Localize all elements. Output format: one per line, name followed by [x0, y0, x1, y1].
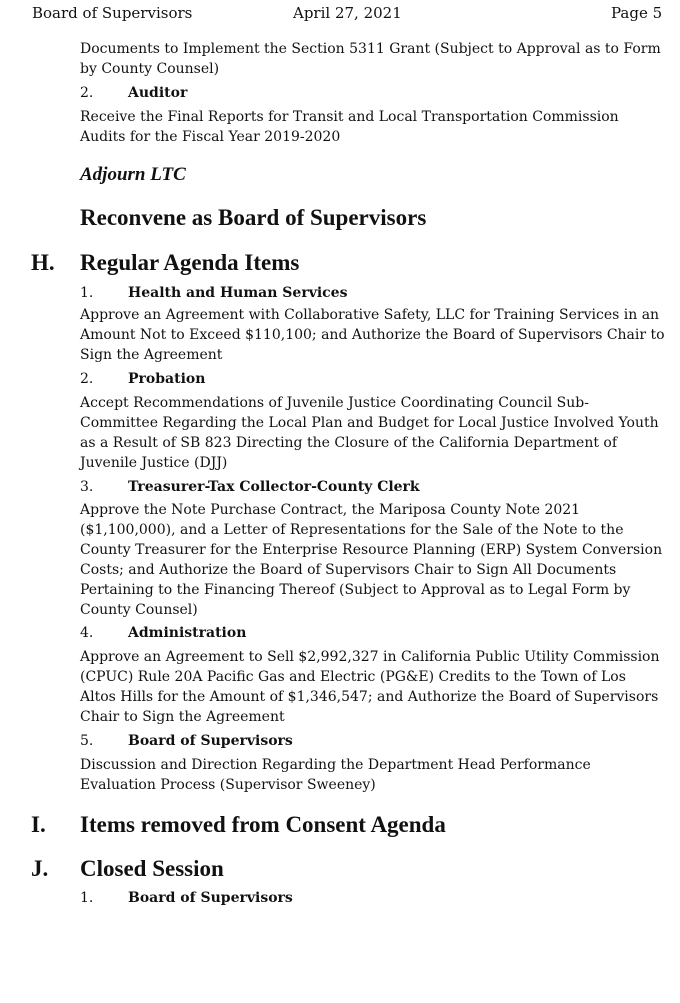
h-item-3-number: 3. [80, 479, 94, 495]
ltc-item-2-number: 2. [80, 85, 94, 101]
h-item-3-department: Treasurer-Tax Collector-County Clerk [128, 479, 420, 495]
h-item-5-department: Board of Supervisors [128, 733, 293, 749]
j-item-1-department: Board of Supervisors [128, 890, 293, 906]
h-item-4-text: Approve an Agreement to Sell $2,992,327 in California Public Utility Commission (CPUC) Rule 20A Pacific Gas and Electric (PG&E) Credits to the Town of Los Altos Hills for the Amount of $1,346,547; and Authorize the Board of Supervisors Chair to Sign the Agreement [80, 649, 660, 725]
adjourn-ltc-heading: Adjourn LTC [80, 164, 186, 185]
h-item-2-text: Accept Recommendations of Juvenile Justice Coordinating Council Sub-Committee Regarding the Local Plan and Budget for Local Justice Involved Youth as a Result of SB 823 Directing the Closure of the California Department of Juvenile Justice (DJJ) [80, 395, 659, 471]
section-i-letter: I. [31, 812, 46, 837]
header-date: April 27, 2021 [293, 4, 402, 22]
h-item-4-number: 4. [80, 625, 94, 641]
reconvene-heading: Reconvene as Board of Supervisors [80, 205, 427, 230]
section-i-title: Items removed from Consent Agenda [80, 812, 446, 837]
section-h-letter: H. [31, 250, 55, 275]
section-j-title: Closed Session [80, 856, 224, 881]
header-title: Board of Supervisors [32, 4, 193, 22]
h-item-1-number: 1. [80, 285, 94, 301]
h-item-4-department: Administration [128, 625, 247, 641]
j-item-1-number: 1. [80, 890, 94, 906]
h-item-5-number: 5. [80, 733, 94, 749]
section-j-letter: J. [31, 856, 49, 881]
h-item-1-text: Approve an Agreement with Collaborative Safety, LLC for Training Services in an Amount Not to Exceed $110,100; and Authorize the Board of Supervisors Chair to Sign the Agreement [80, 307, 665, 363]
header-page-number: Page 5 [611, 4, 663, 22]
h-item-2-number: 2. [80, 371, 94, 387]
ltc-item-continued-text: Documents to Implement the Section 5311 Grant (Subject to Approval as to Form by County Counsel) [80, 41, 661, 77]
ltc-item-2-text: Receive the Final Reports for Transit and Local Transportation Commission Audits for the Fiscal Year 2019-2020 [80, 109, 619, 145]
h-item-3-text: Approve the Note Purchase Contract, the Mariposa County Note 2021 ($1,100,000), and a Letter of Representations for the Sale of the Note to the County Treasurer for the Enterprise Resource Planning (ERP) System Conversion Costs; and Authorize the Board of Supervisors Chair to Sign All Documents Pertaining to the Financing Thereof (Subject to Approval as to Legal Form by County Counsel) [80, 502, 663, 618]
ltc-item-2-department: Auditor [128, 85, 188, 101]
section-h-title: Regular Agenda Items [80, 250, 300, 275]
h-item-1-department: Health and Human Services [128, 285, 348, 301]
h-item-5-text: Discussion and Direction Regarding the Department Head Performance Evaluation Process (Supervisor Sweeney) [80, 757, 591, 793]
h-item-2-department: Probation [128, 371, 206, 387]
